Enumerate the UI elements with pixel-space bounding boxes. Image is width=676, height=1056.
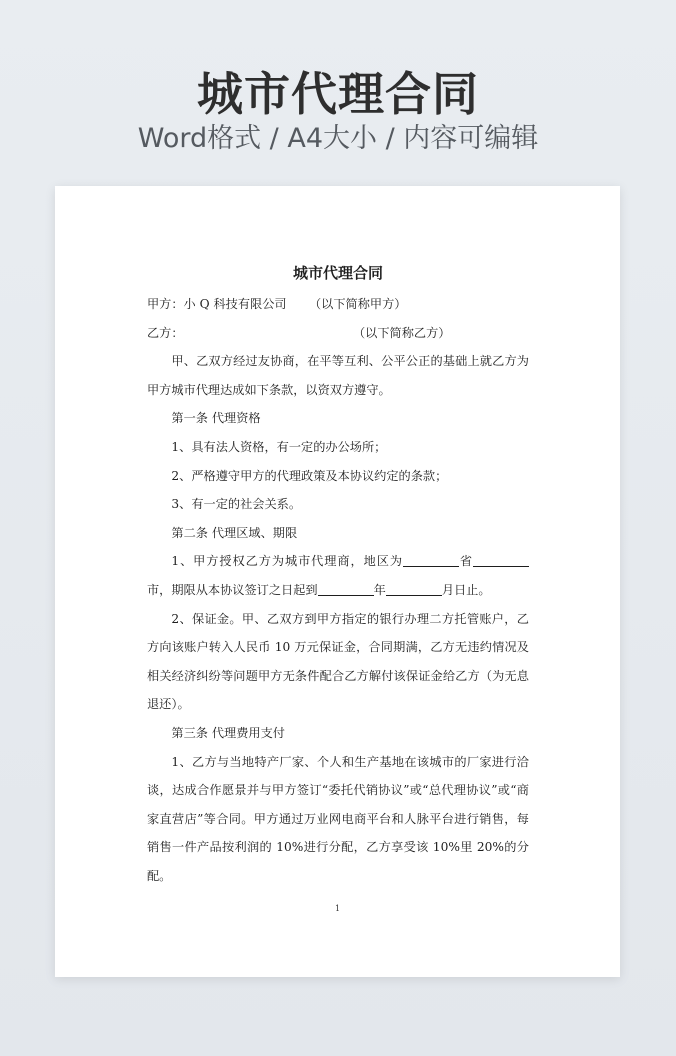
article1-heading: 第一条 代理资格 xyxy=(171,411,261,426)
article1-item2: 2、严格遵守甲方的代理政策及本协议约定的条款； xyxy=(171,468,448,483)
party-b-row xyxy=(147,319,529,348)
article2-item2: 2、保证金。甲、乙双方到甲方指定的银行办理二方托管账户，乙方向该账户转入人民币 10 万元保证金，合同期满，乙方无违约情况及相关经济纠纷等问题甲方无条件配合乙方解付该保证金给乙方（为无息退还）。 xyxy=(147,611,529,712)
document-body xyxy=(147,256,529,890)
page-number: 1 xyxy=(334,904,341,913)
article2-item1-part-c: 市，期限从本协议签订之日起到 xyxy=(147,582,318,597)
article2-item1-part-d: 年 xyxy=(373,582,386,597)
party-b-label: 乙方： xyxy=(147,325,184,340)
article2-item1-part-e: 月日止。 xyxy=(441,582,491,597)
party-a-label: 甲方：小 Q 科技有限公司 xyxy=(147,297,287,311)
banner-title: 城市代理合同 xyxy=(197,67,479,121)
end-month-blank xyxy=(386,583,442,596)
party-a-note: （以下简称甲方） xyxy=(309,297,407,311)
document-page xyxy=(55,186,620,977)
region-province-blank xyxy=(403,554,459,567)
region-city-blank xyxy=(473,554,529,567)
article2-item1 xyxy=(147,547,529,604)
intro-paragraph: 甲、乙双方经过友协商，在平等互利、公平公正的基础上就乙方为甲方城市代理达成如下条款，以资双方遵守。 xyxy=(147,354,529,397)
banner-subtitle: Word格式 / A4大小 / 内容可编辑 xyxy=(137,123,539,154)
article2-item1-part-b: 省 xyxy=(458,554,474,569)
article2-heading: 第二条 代理区域、期限 xyxy=(171,525,298,540)
article3-item1: 1、乙方与当地特产厂家、个人和生产基地在该城市的厂家进行洽谈，达成合作愿景并与甲方签订“委托代销协议”或“总代理协议”或“商家直营店”等合同。甲方通过万业网电商平台和人脉平台进行销售，每销售一件产品按利润的 10%进行分配，乙方享受该 10%里 20%的分配。 xyxy=(147,754,529,883)
end-year-blank xyxy=(318,583,374,596)
document-title: 城市代理合同 xyxy=(292,264,383,282)
party-b-note: （以下简称乙方） xyxy=(353,325,451,340)
article3-heading: 第三条 代理费用支付 xyxy=(171,725,285,740)
article2-item1-part-a: 1、甲方授权乙方为城市代理商，地区为 xyxy=(171,554,403,569)
article1-item3: 3、有一定的社会关系。 xyxy=(171,497,302,512)
article1-item1: 1、具有法人资格，有一定的办公场所； xyxy=(171,439,387,454)
party-a-row xyxy=(147,290,529,319)
